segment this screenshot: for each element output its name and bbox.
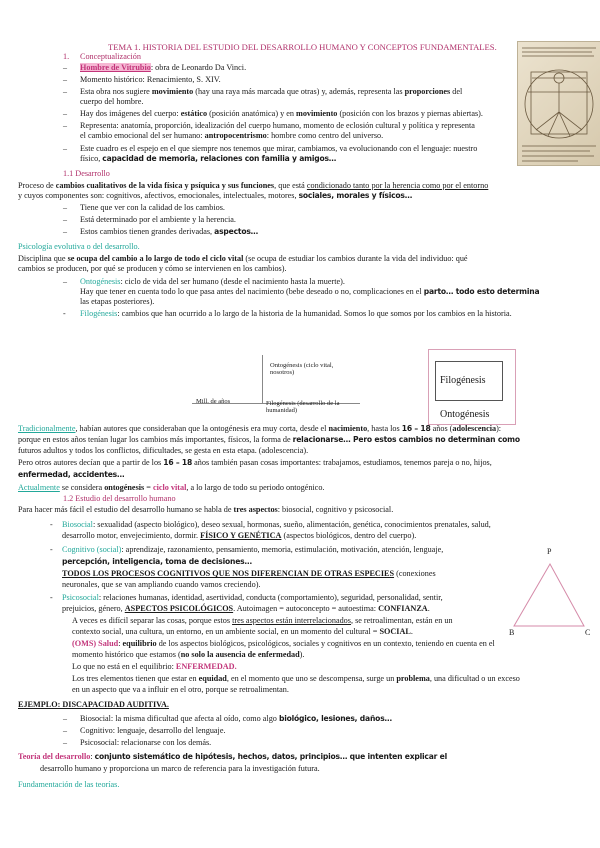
list-item: Momento histórico: Renacimiento, S. XIV.	[80, 75, 221, 84]
bullet-dash: –	[63, 215, 67, 224]
list-item-cont: percepción, inteligencia, toma de decisiones…	[62, 557, 252, 566]
list-item-cont: físico, capacidad de memoria, relaciones con familia y amigos…	[80, 154, 337, 163]
ontogenesis-box-label: Ontogénesis	[440, 409, 490, 420]
paragraph-line: Teoría del desarrollo: conjunto sistemático de hipótesis, hechos, datos, principios… que intenten explicar el	[18, 752, 447, 761]
list-item: Filogénesis: cambios que han ocurrido a lo largo de la historia de la humanidad. Somos lo que somos por los cambios en la historia.	[80, 309, 512, 318]
subsection-heading: 1.1 Desarrollo	[63, 169, 110, 178]
paragraph-line: (OMS) Salud: equilibrio de los aspectos biológicos, psicológicos, sociales y cognitivos en un contexto, teniendo en cuenta en el	[72, 639, 495, 648]
triangle-label-b: B	[509, 628, 515, 637]
bullet-dash: -	[50, 593, 53, 602]
paragraph-line: Los tres elementos tienen que estar en equidad, en el momento que uno se descompensa, surge un problema, una dificultad o un exceso	[72, 674, 520, 683]
list-item: Psicosocial: relaciones humanas, identidad, asertividad, conducta (comportamiento), seguridad, personalidad, sentir,	[62, 593, 443, 602]
list-item: Cognitivo (social): aprendizaje, razonamiento, pensamiento, memoria, estimulación, motivación, atención, lenguaje,	[62, 545, 444, 554]
list-item: Esta obra nos sugiere movimiento (hay una raya más marcada que otras) y, además, representa las proporciones del	[80, 87, 463, 96]
list-item: Hombre de Vitrubio: obra de Leonardo Da Vinci.	[80, 63, 247, 72]
paragraph-line: A veces es difícil separar las cosas, porque estos tres aspectos están interrelacionados, se retroalimentan, están en un	[72, 616, 453, 625]
list-item-cont: prejuicios, género, ASPECTOS PSICOLÓGICOS. Autoimagen = autoconcepto = autoestima: CONFIANZA.	[62, 604, 430, 613]
paragraph-line: y cuyos componentes son: cognitivos, afectivos, emocionales, intelectuales, motores, sociales, morales y físicos…	[18, 191, 413, 200]
bullet-dash: –	[63, 714, 67, 723]
paragraph-line: enfermedad, accidentes…	[18, 470, 125, 479]
paragraph-line: momento histórico que estamos (no solo la ausencia de enfermedad).	[72, 650, 305, 659]
list-item-cont: cuerpo del hombre.	[80, 97, 144, 106]
filogenesis-label-small: Filogénesis (desarrollo de la humanidad)	[266, 400, 340, 414]
list-item: Este cuadro es el espejo en el que siempre nos tenemos que mirar, cambiamos, va evolucionando con el lenguaje: nuestro	[80, 144, 478, 153]
subsection-heading: 1.2 Estudio del desarrollo humano	[63, 494, 176, 503]
example-heading: EJEMPLO: DISCAPACIDAD AUDITIVA.	[18, 700, 169, 709]
paragraph-line: futuros adultos y todos los conflictos, dificultades, se gesta en esta etapa. (adolescencia).	[18, 446, 309, 455]
list-item: Hay dos imágenes del cuerpo: estático (posición anatómica) y en movimiento (posición con los brazos y piernas abiertas).	[80, 109, 483, 118]
paragraph-line: en un aspecto que va a influir en el otro, porque se retroalimentan.	[72, 685, 289, 694]
paragraph-line: porque en estos años tenían lugar los cambios más importantes, físicos, la forma de relacionarse… Pero estos cambios no determinan como	[18, 435, 520, 444]
topic-heading: Fundamentación de las teorías.	[18, 780, 120, 789]
bullet-dash: -	[50, 520, 53, 529]
bullet-dash: –	[63, 109, 67, 118]
bullet-dash: –	[63, 726, 67, 735]
list-item-cont: neuronales, que se van ampliando cuando vamos creciendo).	[62, 580, 261, 589]
list-item-cont: el cambio emocional del ser humano: antropocentrismo: hombre como centro del universo.	[80, 131, 384, 140]
axis-label-years: Mill. de años	[196, 398, 231, 405]
vitruvian-man-drawing	[518, 42, 600, 165]
paragraph-line: Lo que no está en el equilibrio: ENFERMEDAD.	[72, 662, 237, 671]
section-number: 1.	[63, 52, 70, 61]
paragraph-line: Para hacer más fácil el estudio del desarrollo humano se habla de tres aspectos: biosocial, cognitivo y psicosocial.	[18, 505, 394, 514]
topic-heading: Psicología evolutiva o del desarrollo.	[18, 242, 140, 251]
list-item: Biosocial: la misma dificultad que afecta al oído, como algo biológico, lesiones, daños…	[80, 714, 392, 723]
paragraph-line: contexto social, una cultura, un entorno, en un ambiente social, en un momento del cultural = SOCIAL.	[72, 627, 413, 636]
list-item: Tiene que ver con la calidad de los cambios.	[80, 203, 225, 212]
bullet-dash: –	[63, 203, 67, 212]
list-item: Estos cambios tienen grandes derivadas, aspectos…	[80, 227, 259, 236]
list-item: Psicosocial: relacionarse con los demás.	[80, 738, 212, 747]
bullet-dash: –	[63, 75, 67, 84]
filogenesis-box-label: Filogénesis	[440, 375, 486, 386]
bullet-dash: –	[63, 144, 67, 153]
bullet-dot: -	[63, 309, 66, 318]
list-item-cont: desarrollo motor, envejecimiento, dormir. FÍSICO Y GENÉTICA (aspectos biológicos, dentro del cuerpo).	[62, 531, 417, 540]
ontogenesis-label-small: Ontogénesis (ciclo vital, nosotros)	[270, 362, 334, 376]
list-item: Está determinado por el ambiente y la herencia.	[80, 215, 236, 224]
y-axis-line	[262, 355, 263, 403]
paragraph-line: Proceso de cambios cualitativos de la vida física y psíquica y sus funciones, que está condicionado tanto por la herencia como por el entorno	[18, 181, 489, 190]
list-item: Cognitivo: lenguaje, desarrollo del lenguaje.	[80, 726, 226, 735]
list-item: Biosocial: sexualidad (aspecto biológico), deseo sexual, hormonas, sueño, alimentación, genética, conocimientos prenatales, salud,	[62, 520, 491, 529]
section-heading: Conceptualización	[80, 52, 141, 61]
paragraph-line: Pero otros autores decían que a partir de los 16 – 18 años también pasan cosas importantes: trabajamos, estudiamos, tenemos pareja o no, hijos,	[18, 458, 492, 467]
paragraph-line: cambios se producen, por qué se producen y cómo se intervienen en los cambios).	[18, 264, 287, 273]
bullet-dash: –	[63, 63, 67, 72]
paragraph-line: Disciplina que se ocupa del cambio a lo largo de todo el ciclo vital (se ocupa de estudiar los cambios durante la vida del individuo: qué	[18, 254, 468, 263]
list-item-cont: las etapas posteriores).	[80, 297, 155, 306]
triangle-label-c: C	[585, 628, 591, 637]
bullet-dash: –	[63, 227, 67, 236]
triangle-shape	[508, 556, 590, 640]
paragraph-line: Actualmente se considera ontogénesis = ciclo vital, a lo largo de todo su periodo ontogénico.	[18, 483, 325, 492]
paragraph-line: desarrollo humano y proporciona un marco de referencia para la investigación futura.	[40, 764, 320, 773]
paragraph-line: Tradicionalmente, habían autores que consideraban que la ontogénesis era muy corta, desde el nacimiento, hasta los 16 – 18 años (adolescencia):	[18, 424, 502, 433]
list-item-cont: Hay que tener en cuenta todo lo que pasa antes del nacimiento (bebe deseado o no, complicaciones en el parto… todo esto determina	[80, 287, 540, 296]
bullet-dash: –	[63, 87, 67, 96]
bullet-dash: –	[63, 738, 67, 747]
bullet-dash: –	[63, 121, 67, 130]
bullet-dash: –	[63, 277, 67, 286]
list-item-cont: TODOS LOS PROCESOS COGNITIVOS QUE NOS DIFERENCIAN DE OTRAS ESPECIES (conexiones	[62, 569, 436, 578]
vitruvian-man-image	[517, 41, 600, 166]
bullet-dash: -	[50, 545, 53, 554]
list-item: Ontogénesis: ciclo de vida del ser humano (desde el nacimiento hasta la muerte).	[80, 277, 345, 286]
list-item: Representa: anatomía, proporción, idealización del cuerpo humano, momento de eclosión cultural y política y representa	[80, 121, 475, 130]
triangle-label-p: P	[547, 547, 552, 556]
document-title: TEMA 1. HISTORIA DEL ESTUDIO DEL DESARROLLO HUMANO Y CONCEPTOS FUNDAMENTALES.	[108, 42, 497, 52]
